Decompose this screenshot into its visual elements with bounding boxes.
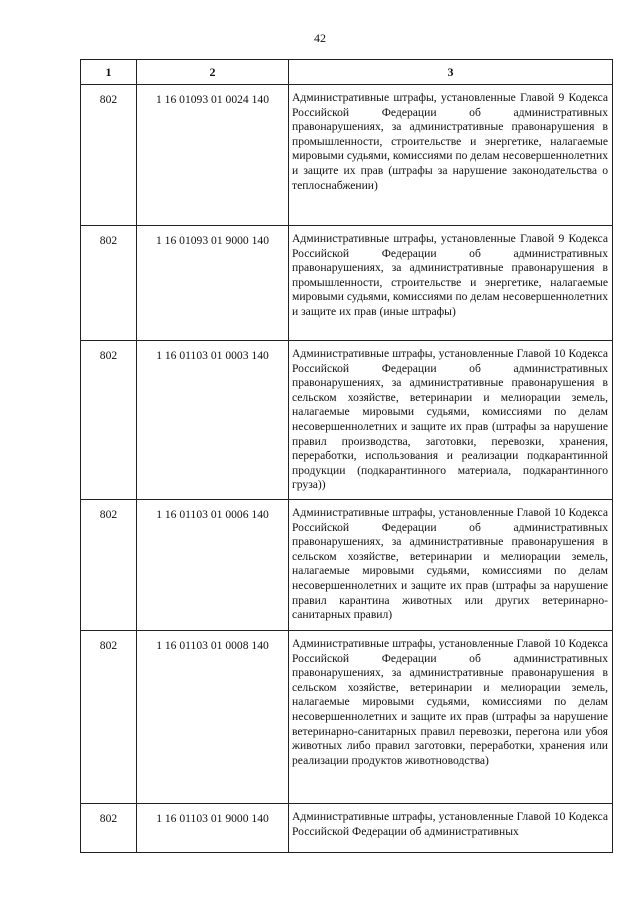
table-row bbox=[81, 85, 613, 226]
description-cell: Административные штрафы, установленные Главой 10 Кодекса Российской Федерации об административных правонарушениях, за административные правонарушения в сельском хозяйстве, ветеринарии и мелиорации земель, налагаемые мировыми судьями, комиссиями по делам несовершеннолетних и защите их прав (штрафы за нарушение правил карантина животных или других ветеринарно-санитарных правил) bbox=[289, 500, 613, 631]
budget-code-cell: 1 16 01093 01 9000 140 bbox=[137, 226, 289, 341]
table-row bbox=[81, 341, 613, 500]
column-header-1: 1 bbox=[81, 60, 137, 85]
description-cell: Административные штрафы, установленные Главой 9 Кодекса Российской Федерации об административных правонарушениях, за административные правонарушения в промышленности, строительстве и энергетике, налагаемые мировыми судьями, комиссиями по делам несовершеннолетних и защите их прав (штрафы за нарушение законодательства о теплоснабжении) bbox=[289, 85, 613, 226]
budget-code-cell: 1 16 01093 01 0024 140 bbox=[137, 85, 289, 226]
budget-code-cell: 1 16 01103 01 0008 140 bbox=[137, 631, 289, 804]
description-cell: Административные штрафы, установленные Главой 10 Кодекса Российской Федерации об административных правонарушениях, за административные правонарушения в сельском хозяйстве, ветеринарии и мелиорации земель, налагаемые мировыми судьями, комиссиями по делам несовершеннолетних и защите их прав (штрафы за нарушение ветеринарно-санитарных правил перевозки, перегона или убоя животных либо правил заготовки, переработки, хранения или реализации продуктов животноводства) bbox=[289, 631, 613, 804]
admin-code-cell: 802 bbox=[81, 341, 137, 500]
description-cell: Административные штрафы, установленные Главой 9 Кодекса Российской Федерации об административных правонарушениях, за административные правонарушения в промышленности, строительстве и энергетике, налагаемые мировыми судьями, комиссиями по делам несовершеннолетних и защите их прав (иные штрафы) bbox=[289, 226, 613, 341]
page-number: 42 bbox=[314, 31, 326, 45]
admin-code-cell: 802 bbox=[81, 85, 137, 226]
table-row bbox=[81, 226, 613, 341]
table-header-row bbox=[81, 60, 613, 85]
admin-code-cell: 802 bbox=[81, 500, 137, 631]
budget-code-cell: 1 16 01103 01 0003 140 bbox=[137, 341, 289, 500]
budget-code-cell: 1 16 01103 01 0006 140 bbox=[137, 500, 289, 631]
admin-code-cell: 802 bbox=[81, 631, 137, 804]
admin-code-cell: 802 bbox=[81, 804, 137, 853]
table-row bbox=[81, 631, 613, 804]
description-cell: Административные штрафы, установленные Главой 10 Кодекса Российской Федерации об административных bbox=[289, 804, 613, 853]
table-row bbox=[81, 500, 613, 631]
codes-table bbox=[80, 59, 613, 853]
description-cell: Административные штрафы, установленные Главой 10 Кодекса Российской Федерации об административных правонарушениях, за административные правонарушения в сельском хозяйстве, ветеринарии и мелиорации земель, налагаемые мировыми судьями, комиссиями по делам несовершеннолетних и защите их прав (штрафы за нарушение правил производства, заготовки, перевозки, хранения, переработки, использования и реализации подкарантинной продукции (подкарантинного материала, подкарантинного груза)) bbox=[289, 341, 613, 500]
table-row bbox=[81, 804, 613, 853]
column-header-2: 2 bbox=[137, 60, 289, 85]
budget-code-cell: 1 16 01103 01 9000 140 bbox=[137, 804, 289, 853]
admin-code-cell: 802 bbox=[81, 226, 137, 341]
column-header-3: 3 bbox=[289, 60, 613, 85]
